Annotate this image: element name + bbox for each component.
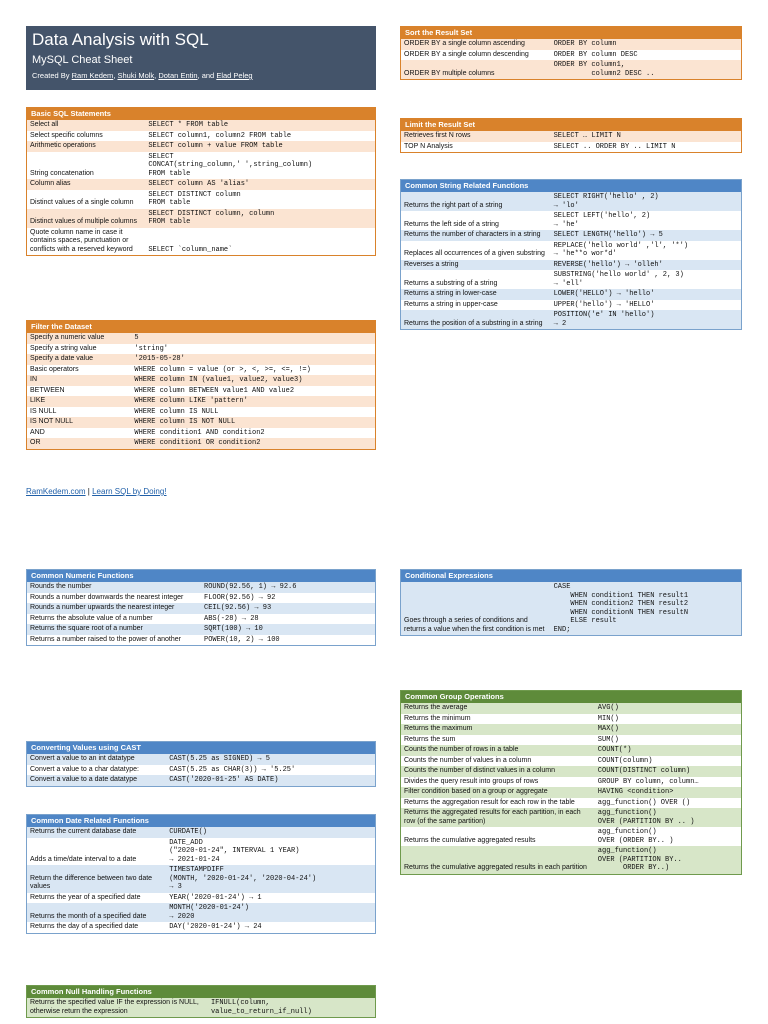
row-code: SELECT column1, column2 FROM table xyxy=(145,131,375,142)
table-row xyxy=(27,179,375,190)
table-row xyxy=(401,582,741,635)
row-description: Returns the square root of a number xyxy=(27,624,201,635)
row-description: Specify a date value xyxy=(27,354,131,365)
cast-section xyxy=(26,741,376,787)
table-row xyxy=(27,775,375,786)
row-description: Return the difference between two date values xyxy=(27,865,166,893)
table-row xyxy=(401,703,741,714)
table-row xyxy=(401,289,741,300)
table-row xyxy=(27,865,375,893)
row-code: HAVING <condition> xyxy=(595,787,741,798)
row-code: SUBSTRING('hello world' , 2, 3) → 'ell' xyxy=(551,270,741,289)
row-description: ORDER BY a single column ascending xyxy=(401,39,551,50)
row-description: Replaces all occurrences of a given substring xyxy=(401,241,551,260)
row-description: Returns the day of a specified date xyxy=(27,922,166,933)
section-header: Common Numeric Functions xyxy=(27,570,375,582)
row-code: SELECT LENGTH('hello') → 5 xyxy=(551,230,741,241)
row-description: Returns the sum xyxy=(401,735,595,746)
table-row xyxy=(401,808,741,827)
author-sep-2: , xyxy=(154,71,159,80)
table-row xyxy=(401,241,741,260)
row-description: Basic operators xyxy=(27,365,131,376)
row-description: Returns the number of characters in a string xyxy=(401,230,551,241)
table-row xyxy=(27,209,375,228)
table-row xyxy=(401,300,741,311)
table-row xyxy=(27,922,375,933)
table-row xyxy=(27,582,375,593)
learn-sql-link[interactable]: Learn SQL by Doing! xyxy=(92,487,167,496)
table-row xyxy=(27,827,375,838)
footer-links xyxy=(26,487,167,496)
row-description: ORDER BY multiple columns xyxy=(401,60,551,79)
row-description: Returns the cumulative aggregated results in each partition xyxy=(401,846,595,874)
row-code: CAST('2020-01-25' AS DATE) xyxy=(166,775,375,786)
row-description: Returns the position of a substring in a string xyxy=(401,310,551,329)
row-code: AVG() xyxy=(595,703,741,714)
row-code: WHERE column IN (value1, value2, value3) xyxy=(131,375,375,386)
row-description: Select all xyxy=(27,120,145,131)
row-code: COUNT(DISTINCT column) xyxy=(595,766,741,777)
author-link-4[interactable]: Elad Peleg xyxy=(216,71,253,80)
row-code: agg_function() OVER (ORDER BY.. ) xyxy=(595,827,741,846)
page-title: Data Analysis with SQL xyxy=(32,30,209,49)
row-description: Returns the absolute value of a number xyxy=(27,614,201,625)
row-description: IN xyxy=(27,375,131,386)
row-code: YEAR('2020-01-24') → 1 xyxy=(166,893,375,904)
table-row xyxy=(401,260,741,271)
row-description: Returns the left side of a string xyxy=(401,211,551,230)
row-code: CEIL(92.56) → 93 xyxy=(201,603,375,614)
section-header: Limit the Result Set xyxy=(401,119,741,131)
row-description: Returns a number raised to the power of another xyxy=(27,635,201,646)
row-code: TIMESTAMPDIFF (MONTH, '2020-01-24', '2020-04-24') → 3 xyxy=(166,865,375,893)
table-row xyxy=(27,375,375,386)
row-code: CASE WHEN condition1 THEN result1 WHEN condition2 THEN result2 WHEN conditionN THEN resultN ELSE result END; xyxy=(551,582,741,635)
row-code: '2015-05-28' xyxy=(131,354,375,365)
row-code: LOWER('HELLO') → 'hello' xyxy=(551,289,741,300)
table-row xyxy=(27,903,375,922)
row-code: CAST(5.25 as CHAR(3)) → '5.25' xyxy=(166,765,375,776)
table-row xyxy=(27,386,375,397)
row-code: WHERE column BETWEEN value1 AND value2 xyxy=(131,386,375,397)
row-code: SELECT `column_name` xyxy=(145,228,375,256)
table-row xyxy=(401,714,741,725)
row-description: Returns the average xyxy=(401,703,595,714)
table-row xyxy=(401,777,741,788)
section-table xyxy=(401,703,741,874)
row-description: Returns the aggregated results for each partition, in each row (of the same partition) xyxy=(401,808,595,827)
row-description: Distinct values of multiple columns xyxy=(27,209,145,228)
author-sep-1: , xyxy=(113,71,118,80)
row-code: ORDER BY column1, column2 DESC .. xyxy=(551,60,741,79)
row-code: GROUP BY column, column… xyxy=(595,777,741,788)
row-code: POSITION('e' IN 'hello') → 2 xyxy=(551,310,741,329)
row-description: Counts the number of rows in a table xyxy=(401,745,595,756)
section-header: Common Group Operations xyxy=(401,691,741,703)
author-sep-3: , and xyxy=(197,71,217,80)
table-row xyxy=(27,765,375,776)
row-code: COUNT(column) xyxy=(595,756,741,767)
section-header: Conditional Expressions xyxy=(401,570,741,582)
table-row xyxy=(27,365,375,376)
author-link-1[interactable]: Ram Kedem xyxy=(71,71,114,80)
row-description: Counts the number of values in a column xyxy=(401,756,595,767)
string-functions-section xyxy=(400,179,742,330)
row-description: Returns the cumulative aggregated results xyxy=(401,827,595,846)
section-header: Converting Values using CAST xyxy=(27,742,375,754)
table-row xyxy=(27,152,375,180)
table-row xyxy=(27,998,375,1017)
table-row xyxy=(401,50,741,61)
row-code: WHERE column LIKE 'pattern' xyxy=(131,396,375,407)
table-row xyxy=(27,593,375,604)
row-code: SELECT DISTINCT column, column FROM table xyxy=(145,209,375,228)
row-description: Returns the month of a specified date xyxy=(27,903,166,922)
row-code: WHERE column = value (or >, <, >=, <=, !=) xyxy=(131,365,375,376)
row-description: Select specific columns xyxy=(27,131,145,142)
row-description: Returns a substring of a string xyxy=(401,270,551,289)
group-operations-section xyxy=(400,690,742,875)
table-row xyxy=(401,735,741,746)
table-row xyxy=(401,766,741,777)
row-code: POWER(10, 2) → 100 xyxy=(201,635,375,646)
section-table xyxy=(27,827,375,933)
row-code: ORDER BY column xyxy=(551,39,741,50)
row-description: Specify a numeric value xyxy=(27,333,131,344)
row-description: Returns the aggregation result for each row in the table xyxy=(401,798,595,809)
row-code: agg_function() OVER (PARTITION BY.. ORDER BY..) xyxy=(595,846,741,874)
row-description: Arithmetic operations xyxy=(27,141,145,152)
table-row xyxy=(27,120,375,131)
row-code: SELECT column AS 'alias' xyxy=(145,179,375,190)
table-row xyxy=(401,787,741,798)
table-row xyxy=(401,270,741,289)
section-table xyxy=(401,582,741,635)
row-description: Returns the specified value IF the expression is NULL, otherwise return the expression xyxy=(27,998,208,1017)
section-table xyxy=(401,39,741,79)
row-code: SELECT DISTINCT column FROM table xyxy=(145,190,375,209)
row-code: SELECT LEFT('hello', 2) → 'he' xyxy=(551,211,741,230)
row-code: SELECT … LIMIT N xyxy=(551,131,741,142)
table-row xyxy=(27,893,375,904)
row-code: WHERE condition1 OR condition2 xyxy=(131,438,375,449)
row-description: Returns the right part of a string xyxy=(401,192,551,211)
row-code: 5 xyxy=(131,333,375,344)
row-description: Convert a value to an int datatype xyxy=(27,754,166,765)
author-link-2[interactable]: Shuki Molk xyxy=(117,71,155,80)
section-header: Common String Related Functions xyxy=(401,180,741,192)
table-row xyxy=(27,396,375,407)
sort-section xyxy=(400,26,742,80)
row-code: WHERE condition1 AND condition2 xyxy=(131,428,375,439)
row-code: CURDATE() xyxy=(166,827,375,838)
table-row xyxy=(401,142,741,153)
row-description: Column alias xyxy=(27,179,145,190)
row-description: Returns the maximum xyxy=(401,724,595,735)
row-code: ABS(-28) → 28 xyxy=(201,614,375,625)
credits xyxy=(32,71,370,81)
page-subtitle: MySQL Cheat Sheet xyxy=(32,54,133,66)
row-description: BETWEEN xyxy=(27,386,131,397)
row-description: Returns the minimum xyxy=(401,714,595,725)
row-description: IS NOT NULL xyxy=(27,417,131,428)
table-row xyxy=(401,756,741,767)
table-row xyxy=(401,827,741,846)
row-description: Rounds the number xyxy=(27,582,201,593)
basic-sql-section xyxy=(26,107,376,256)
row-code: SELECT .. ORDER BY .. LIMIT N xyxy=(551,142,741,153)
table-row xyxy=(401,724,741,735)
row-description: String concatenation xyxy=(27,152,145,180)
ramkedem-link[interactable]: RamKedem.com xyxy=(26,487,86,496)
row-description: Adds a time/date interval to a date xyxy=(27,838,166,866)
row-description: Reverses a string xyxy=(401,260,551,271)
row-description: Rounds a number upwards the nearest integer xyxy=(27,603,201,614)
row-code: SUM() xyxy=(595,735,741,746)
row-code: SELECT RIGHT('hello' , 2) → 'lo' xyxy=(551,192,741,211)
row-description: Returns the year of a specified date xyxy=(27,893,166,904)
conditional-section xyxy=(400,569,742,636)
row-description: OR xyxy=(27,438,131,449)
row-description: TOP N Analysis xyxy=(401,142,551,153)
table-row xyxy=(27,624,375,635)
null-handling-section xyxy=(26,985,376,1018)
section-header: Sort the Result Set xyxy=(401,27,741,39)
row-code: CAST(5.25 as SIGNED) → 5 xyxy=(166,754,375,765)
row-code: ROUND(92.56, 1) → 92.6 xyxy=(201,582,375,593)
table-row xyxy=(401,39,741,50)
row-code: UPPER('hello') → 'HELLO' xyxy=(551,300,741,311)
row-code: 'string' xyxy=(131,344,375,355)
filter-section xyxy=(26,320,376,450)
table-row xyxy=(27,438,375,449)
section-header: Filter the Dataset xyxy=(27,321,375,333)
row-description: Rounds a number downwards the nearest integer xyxy=(27,593,201,604)
row-code: SELECT * FROM table xyxy=(145,120,375,131)
table-row xyxy=(27,838,375,866)
row-code: SQRT(100) → 10 xyxy=(201,624,375,635)
row-description: Goes through a series of conditions and returns a value when the first condition is met xyxy=(401,582,551,635)
section-table xyxy=(401,131,741,152)
table-row xyxy=(27,614,375,625)
row-code: IFNULL(column, value_to_return_if_null) xyxy=(208,998,375,1017)
table-row xyxy=(401,846,741,874)
footer-sep: | xyxy=(85,487,93,496)
numeric-functions-section xyxy=(26,569,376,646)
row-code: DAY('2020-01-24') → 24 xyxy=(166,922,375,933)
row-code: DATE_ADD ("2020-01-24", INTERVAL 1 YEAR) → 2021-01-24 xyxy=(166,838,375,866)
section-table xyxy=(27,754,375,786)
row-code: SELECT column + value FROM table xyxy=(145,141,375,152)
table-row xyxy=(401,211,741,230)
table-row xyxy=(27,603,375,614)
limit-section xyxy=(400,118,742,153)
table-row xyxy=(401,745,741,756)
section-table xyxy=(27,120,375,255)
section-table xyxy=(27,582,375,645)
row-description: Returns a string in upper-case xyxy=(401,300,551,311)
table-row xyxy=(401,192,741,211)
row-description: Returns a string in lower-case xyxy=(401,289,551,300)
row-description: Divides the query result into groups of rows xyxy=(401,777,595,788)
row-description: Specify a string value xyxy=(27,344,131,355)
row-code: SELECT CONCAT(string_column,' ',string_column) FROM table xyxy=(145,152,375,180)
table-row xyxy=(401,131,741,142)
table-row xyxy=(27,190,375,209)
table-row xyxy=(401,230,741,241)
row-description: AND xyxy=(27,428,131,439)
row-description: Counts the number of distinct values in a column xyxy=(401,766,595,777)
table-row xyxy=(27,754,375,765)
table-row xyxy=(27,635,375,646)
row-code: REVERSE('hello') → 'olleh' xyxy=(551,260,741,271)
row-code: agg_function() OVER (PARTITION BY .. ) xyxy=(595,808,741,827)
row-code: MIN() xyxy=(595,714,741,725)
row-description: ORDER BY a single column descending xyxy=(401,50,551,61)
table-row xyxy=(27,131,375,142)
table-row xyxy=(401,310,741,329)
title-banner xyxy=(26,26,376,90)
section-table xyxy=(27,998,375,1017)
row-description: Filter condition based on a group or aggregate xyxy=(401,787,595,798)
row-description: IS NULL xyxy=(27,407,131,418)
table-row xyxy=(27,141,375,152)
section-header: Common Date Related Functions xyxy=(27,815,375,827)
row-code: MAX() xyxy=(595,724,741,735)
row-code: FLOOR(92.56) → 92 xyxy=(201,593,375,604)
table-row xyxy=(27,407,375,418)
table-row xyxy=(27,417,375,428)
section-header: Common Null Handling Functions xyxy=(27,986,375,998)
table-row xyxy=(27,354,375,365)
row-description: Quote column name in case it contains spaces, punctuation or conflicts with a reserved keyword xyxy=(27,228,145,256)
section-header: Basic SQL Statements xyxy=(27,108,375,120)
row-code: WHERE column IS NULL xyxy=(131,407,375,418)
section-table xyxy=(401,192,741,329)
table-row xyxy=(401,60,741,79)
author-link-3[interactable]: Dotan Entin xyxy=(158,71,198,80)
table-row xyxy=(27,344,375,355)
row-description: Retrieves first N rows xyxy=(401,131,551,142)
row-code: REPLACE('hello world' ,'l', '*') → 'he**o wor*d' xyxy=(551,241,741,260)
row-code: ORDER BY column DESC xyxy=(551,50,741,61)
row-code: WHERE column IS NOT NULL xyxy=(131,417,375,428)
row-description: Convert a value to a date datatype xyxy=(27,775,166,786)
table-row xyxy=(27,428,375,439)
table-row xyxy=(27,228,375,256)
row-description: Distinct values of a single column xyxy=(27,190,145,209)
section-table xyxy=(27,333,375,449)
row-description: Convert a value to a char datatype: xyxy=(27,765,166,776)
row-code: MONTH('2020-01-24') → 2020 xyxy=(166,903,375,922)
row-code: COUNT(*) xyxy=(595,745,741,756)
created-by-label: Created By xyxy=(32,71,70,80)
row-description: Returns the current database date xyxy=(27,827,166,838)
row-code: agg_function() OVER () xyxy=(595,798,741,809)
table-row xyxy=(401,798,741,809)
table-row xyxy=(27,333,375,344)
date-functions-section xyxy=(26,814,376,934)
row-description: LIKE xyxy=(27,396,131,407)
